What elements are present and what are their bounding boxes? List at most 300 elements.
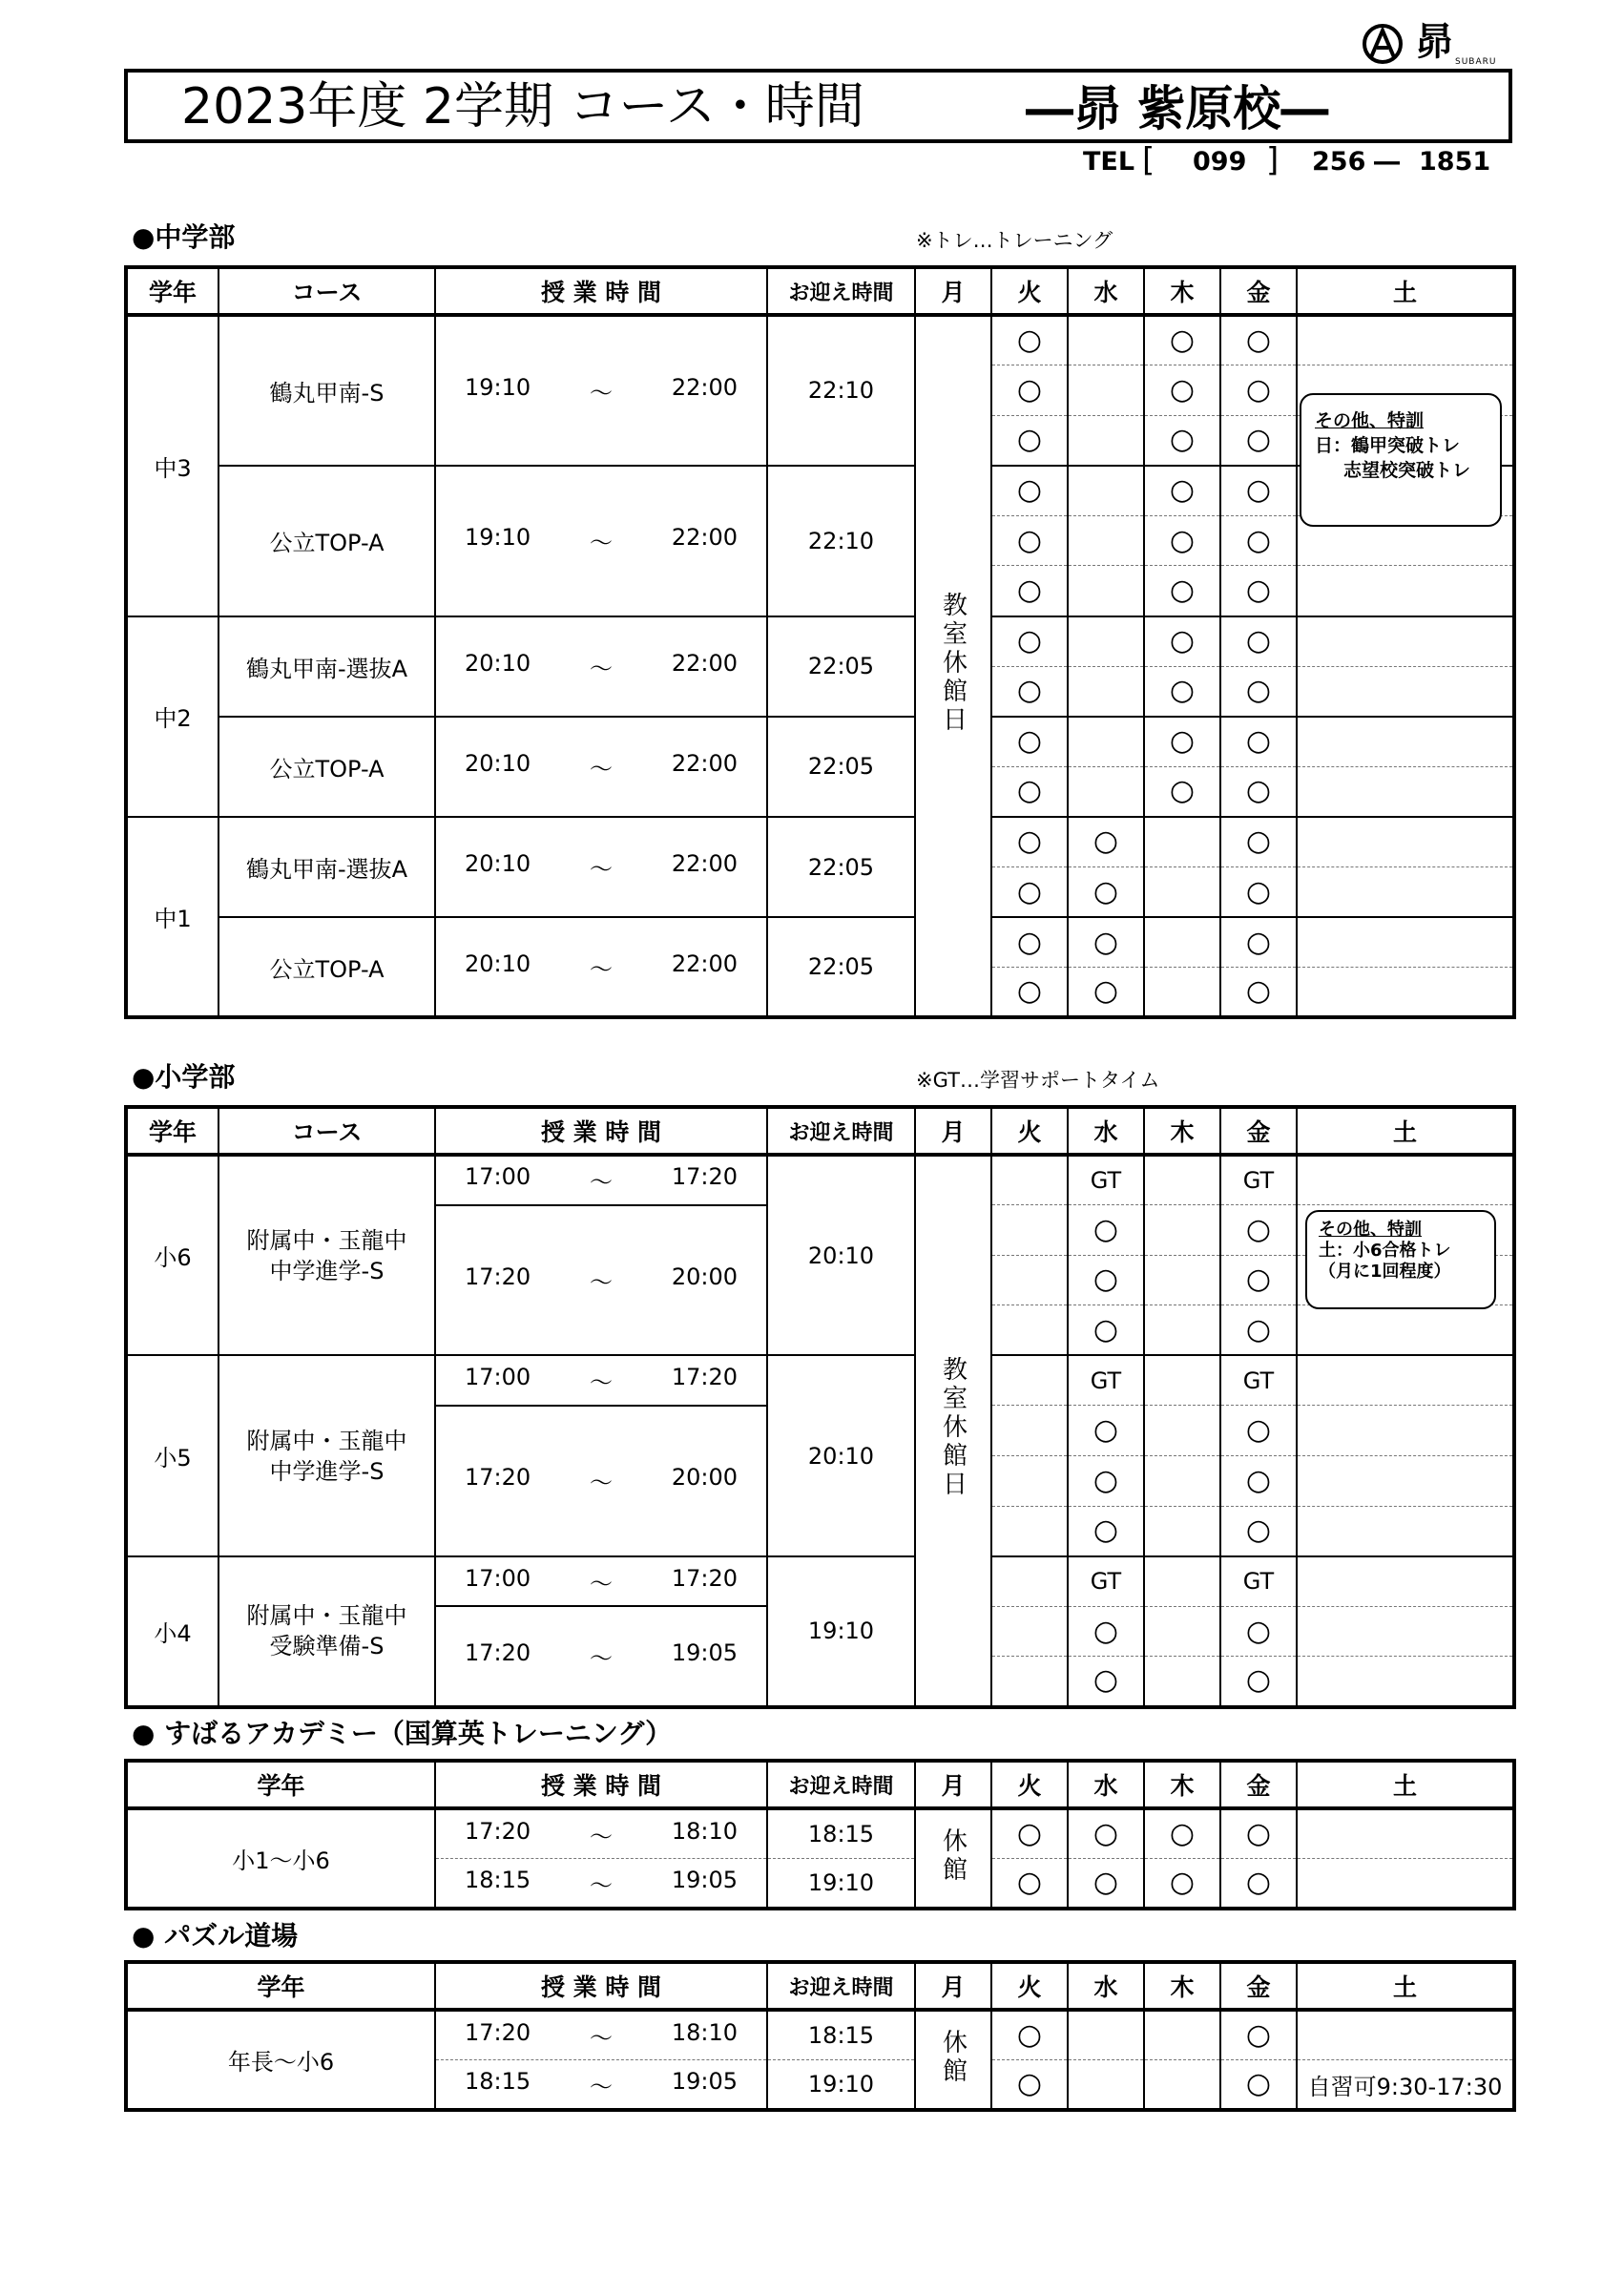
circle-mark: ○ bbox=[1245, 824, 1272, 859]
col-course: コース bbox=[218, 1107, 435, 1155]
col-fri: 金 bbox=[1220, 267, 1297, 315]
class-time-cell bbox=[435, 466, 767, 616]
day-cell-wed bbox=[1068, 1456, 1144, 1507]
day-cell-sat bbox=[1297, 1305, 1514, 1356]
time-range bbox=[436, 1639, 766, 1673]
time-range bbox=[436, 950, 766, 984]
day-cell-tue bbox=[991, 566, 1068, 616]
day-cell-thu bbox=[1144, 717, 1220, 767]
class-time-cell bbox=[435, 1406, 767, 1556]
closed-text: 休館 bbox=[938, 1826, 968, 1885]
closed-day-cell bbox=[915, 1808, 991, 1909]
course-cell: 公立TOP-A bbox=[218, 466, 435, 616]
day-cell-sat bbox=[1297, 315, 1514, 365]
grade-cell: 小6 bbox=[126, 1155, 218, 1355]
tel-dash: ― bbox=[1374, 147, 1400, 177]
end-time: 17:20 bbox=[671, 1163, 738, 1191]
grade-cell: 小1～小6 bbox=[126, 1808, 435, 1909]
day-cell-sat bbox=[1297, 616, 1514, 667]
day-cell-sat bbox=[1297, 666, 1514, 717]
circle-mark: ○ bbox=[1016, 974, 1043, 1009]
time-range bbox=[436, 374, 766, 407]
time-range bbox=[436, 1565, 766, 1598]
circle-mark: ○ bbox=[1092, 874, 1119, 908]
col-pickup: お迎え時間 bbox=[767, 1962, 915, 2010]
time-range bbox=[436, 1364, 766, 1397]
day-cell-thu bbox=[1144, 1305, 1220, 1356]
gt-mark: GT bbox=[1242, 1167, 1275, 1195]
col-mon: 月 bbox=[915, 1962, 991, 2010]
day-cell-thu bbox=[1144, 2010, 1220, 2060]
day-cell-tue bbox=[991, 1657, 1068, 1707]
day-cell-wed bbox=[1068, 415, 1144, 466]
day-cell-wed bbox=[1068, 466, 1144, 516]
day-cell-sat bbox=[1297, 717, 1514, 767]
col-thu: 木 bbox=[1144, 1962, 1220, 2010]
circle-mark: ○ bbox=[1245, 523, 1272, 557]
pickup-cell: 20:10 bbox=[767, 1355, 915, 1555]
end-time: 22:00 bbox=[671, 524, 738, 552]
end-time: 22:00 bbox=[671, 850, 738, 878]
grade-cell: 中1 bbox=[126, 817, 218, 1017]
circle-mark: ○ bbox=[1245, 1866, 1272, 1900]
elementary-callout bbox=[1305, 1210, 1496, 1309]
circle-mark: ○ bbox=[1169, 423, 1196, 457]
circle-mark: ○ bbox=[1016, 2067, 1043, 2101]
circle-mark: ○ bbox=[1092, 974, 1119, 1009]
circle-mark: ○ bbox=[1245, 974, 1272, 1009]
day-cell-thu bbox=[1144, 666, 1220, 717]
day-cell-sat bbox=[1297, 566, 1514, 616]
class-time-cell bbox=[435, 917, 767, 1017]
day-cell-wed bbox=[1068, 616, 1144, 667]
academy-table bbox=[124, 1759, 1516, 1910]
day-cell-wed bbox=[1068, 2060, 1144, 2111]
day-cell-tue bbox=[991, 666, 1068, 717]
circle-mark: ○ bbox=[1092, 1413, 1119, 1448]
end-time: 20:00 bbox=[671, 1263, 738, 1290]
elementary-title: ●小学部 bbox=[132, 1061, 236, 1093]
day-cell-tue bbox=[991, 766, 1068, 817]
middle-school-note: ※トレ…トレーニング bbox=[916, 229, 1113, 252]
circle-mark: ○ bbox=[1016, 574, 1043, 608]
circle-mark: ○ bbox=[1016, 774, 1043, 808]
circle-mark: ○ bbox=[1092, 925, 1119, 959]
tilde: ～ bbox=[590, 1470, 613, 1497]
circle-mark: ○ bbox=[1169, 624, 1196, 658]
bracket-close: ] bbox=[1266, 141, 1280, 179]
table-row bbox=[126, 315, 1514, 365]
tilde: ～ bbox=[590, 955, 613, 983]
circle-mark: ○ bbox=[1245, 1212, 1272, 1246]
closed-day-cell bbox=[915, 1155, 991, 1707]
day-cell-fri bbox=[1220, 766, 1297, 817]
circle-mark: ○ bbox=[1169, 372, 1196, 407]
circle-mark: ○ bbox=[1169, 1817, 1196, 1851]
day-cell-wed bbox=[1068, 666, 1144, 717]
course-line: 中学進学-S bbox=[269, 1457, 385, 1485]
bracket-open: [ bbox=[1142, 141, 1155, 179]
class-time-cell bbox=[435, 1606, 767, 1706]
day-cell-sat bbox=[1297, 1808, 1514, 1859]
start-time: 17:00 bbox=[465, 1564, 531, 1592]
day-cell-thu bbox=[1144, 1556, 1220, 1607]
circle-mark: ○ bbox=[1092, 1817, 1119, 1851]
day-cell-fri bbox=[1220, 1305, 1297, 1356]
middle-school-callout bbox=[1300, 393, 1502, 527]
col-class-time: 授 業 時 間 bbox=[435, 1761, 767, 1808]
day-cell-tue bbox=[991, 1556, 1068, 1607]
day-cell-thu bbox=[1144, 917, 1220, 968]
class-time-cell bbox=[435, 1859, 767, 1910]
day-cell-wed bbox=[1068, 515, 1144, 566]
col-course: コース bbox=[218, 267, 435, 315]
day-cell-tue bbox=[991, 1456, 1068, 1507]
day-cell-thu bbox=[1144, 515, 1220, 566]
end-time: 20:00 bbox=[671, 1464, 738, 1492]
tilde: ～ bbox=[590, 1369, 613, 1397]
day-cell-wed bbox=[1068, 566, 1144, 616]
tilde: ～ bbox=[590, 1871, 613, 1899]
start-time: 18:15 bbox=[465, 1866, 531, 1893]
start-time: 18:15 bbox=[465, 2067, 531, 2095]
grade-cell: 小5 bbox=[126, 1355, 218, 1555]
end-time: 17:20 bbox=[671, 1364, 738, 1391]
day-cell-fri bbox=[1220, 1859, 1297, 1910]
day-cell-thu bbox=[1144, 315, 1220, 365]
circle-mark: ○ bbox=[1169, 523, 1196, 557]
circle-mark: ○ bbox=[1245, 372, 1272, 407]
class-time-cell bbox=[435, 2010, 767, 2060]
day-cell-tue bbox=[991, 1406, 1068, 1456]
academy-title: ● すばるアカデミー（国算英トレーニング） bbox=[132, 1718, 673, 1749]
callout-line: 土：小6合格トレ bbox=[1319, 1241, 1451, 1261]
course-cell: 鶴丸甲南-選抜A bbox=[218, 817, 435, 917]
circle-mark: ○ bbox=[1169, 1866, 1196, 1900]
callout-title: その他、特訓 bbox=[1315, 410, 1425, 431]
course-line: 附属中・玉龍中 bbox=[246, 1427, 407, 1454]
circle-mark: ○ bbox=[1092, 1263, 1119, 1297]
day-cell-wed bbox=[1068, 1255, 1144, 1305]
time-range bbox=[436, 1263, 766, 1297]
puzzle-table bbox=[124, 1960, 1516, 2112]
start-time: 17:00 bbox=[465, 1163, 531, 1191]
day-cell-thu bbox=[1144, 1506, 1220, 1556]
circle-mark: ○ bbox=[1245, 925, 1272, 959]
day-cell-wed bbox=[1068, 365, 1144, 416]
closed-text: 休館 bbox=[938, 2028, 968, 2086]
course-cell: 公立TOP-A bbox=[218, 917, 435, 1017]
tilde: ～ bbox=[590, 755, 613, 783]
circle-mark: ○ bbox=[1245, 674, 1272, 708]
circle-mark: ○ bbox=[1016, 523, 1043, 557]
class-time-cell bbox=[435, 817, 767, 917]
pickup-cell: 19:10 bbox=[767, 2060, 915, 2111]
elementary-table bbox=[124, 1105, 1516, 1709]
course-cell bbox=[218, 1355, 435, 1555]
class-time-cell bbox=[435, 1155, 767, 1205]
day-cell-fri bbox=[1220, 1355, 1297, 1406]
tel-number: 1851 bbox=[1419, 147, 1491, 177]
day-cell-tue bbox=[991, 1808, 1068, 1859]
day-cell-wed bbox=[1068, 1305, 1144, 1356]
circle-mark: ○ bbox=[1169, 574, 1196, 608]
day-cell-tue bbox=[991, 968, 1068, 1018]
circle-mark: ○ bbox=[1016, 624, 1043, 658]
day-cell-fri bbox=[1220, 415, 1297, 466]
circle-mark: ○ bbox=[1245, 1513, 1272, 1548]
day-cell-fri bbox=[1220, 466, 1297, 516]
col-wed: 水 bbox=[1068, 1962, 1144, 2010]
tilde: ～ bbox=[590, 856, 613, 884]
time-range bbox=[436, 1163, 766, 1197]
day-cell-fri bbox=[1220, 1808, 1297, 1859]
day-cell-thu bbox=[1144, 1155, 1220, 1205]
gt-mark: GT bbox=[1090, 1167, 1122, 1195]
day-cell-wed bbox=[1068, 817, 1144, 867]
end-time: 19:05 bbox=[671, 1866, 738, 1893]
start-time: 19:10 bbox=[465, 373, 531, 401]
callout-title: その他、特訓 bbox=[1319, 1220, 1422, 1240]
day-cell-wed bbox=[1068, 1205, 1144, 1256]
tilde: ～ bbox=[590, 1169, 613, 1197]
day-cell-tue bbox=[991, 1355, 1068, 1406]
day-cell-sat bbox=[1297, 1155, 1514, 1205]
closed-text: 教室休館日 bbox=[938, 592, 968, 736]
circle-mark: ○ bbox=[1016, 473, 1043, 508]
circle-mark: ○ bbox=[1016, 324, 1043, 358]
logo bbox=[1360, 19, 1531, 72]
col-wed: 水 bbox=[1068, 1107, 1144, 1155]
start-time: 17:20 bbox=[465, 1639, 531, 1666]
table-row bbox=[126, 1556, 1514, 1607]
col-wed: 水 bbox=[1068, 1761, 1144, 1808]
col-grade: 学年 bbox=[126, 1761, 435, 1808]
circle-mark: ○ bbox=[1245, 724, 1272, 759]
col-sat: 土 bbox=[1297, 267, 1514, 315]
start-time: 19:10 bbox=[465, 524, 531, 552]
closed-day-cell bbox=[915, 315, 991, 1017]
day-cell-thu bbox=[1144, 1606, 1220, 1657]
day-cell-thu bbox=[1144, 1255, 1220, 1305]
school-name: ―昴 紫原校― bbox=[1026, 81, 1329, 136]
circle-mark: ○ bbox=[1245, 423, 1272, 457]
start-time: 20:10 bbox=[465, 649, 531, 677]
circle-mark: ○ bbox=[1016, 2018, 1043, 2053]
start-time: 17:20 bbox=[465, 1817, 531, 1845]
day-cell-sat bbox=[1297, 1859, 1514, 1910]
table-row bbox=[126, 917, 1514, 968]
gt-mark: GT bbox=[1090, 1367, 1122, 1394]
course-cell bbox=[218, 1556, 435, 1707]
circle-mark: ○ bbox=[1245, 1312, 1272, 1346]
grade-cell: 中3 bbox=[126, 315, 218, 616]
day-cell-sat bbox=[1297, 867, 1514, 918]
end-time: 22:00 bbox=[671, 749, 738, 777]
col-grade: 学年 bbox=[126, 1962, 435, 2010]
day-cell-sat bbox=[1297, 1506, 1514, 1556]
circle-mark: ○ bbox=[1169, 724, 1196, 759]
day-cell-fri bbox=[1220, 365, 1297, 416]
day-cell-wed bbox=[1068, 867, 1144, 918]
start-time: 17:00 bbox=[465, 1364, 531, 1391]
end-time: 19:05 bbox=[671, 1639, 738, 1666]
grade-cell: 小4 bbox=[126, 1556, 218, 1707]
day-cell-wed bbox=[1068, 1859, 1144, 1910]
page-title: 2023年度 2学期 コース・時間 bbox=[181, 78, 864, 136]
pickup-cell: 22:10 bbox=[767, 315, 915, 466]
day-cell-wed bbox=[1068, 968, 1144, 1018]
day-cell-tue bbox=[991, 1155, 1068, 1205]
col-fri: 金 bbox=[1220, 1962, 1297, 2010]
col-class-time: 授 業 時 間 bbox=[435, 267, 767, 315]
day-cell-tue bbox=[991, 365, 1068, 416]
day-cell-thu bbox=[1144, 766, 1220, 817]
circle-mark: ○ bbox=[1016, 1866, 1043, 1900]
time-range bbox=[436, 1464, 766, 1497]
puzzle-title: ● パズル道場 bbox=[132, 1920, 299, 1952]
class-time-cell bbox=[435, 2060, 767, 2111]
circle-mark: ○ bbox=[1169, 774, 1196, 808]
day-cell-tue bbox=[991, 2060, 1068, 2111]
course-line: 受験準備-S bbox=[269, 1633, 385, 1660]
day-cell-thu bbox=[1144, 968, 1220, 1018]
circle-mark: ○ bbox=[1245, 874, 1272, 908]
tilde: ～ bbox=[590, 2024, 613, 2052]
day-cell-thu bbox=[1144, 1406, 1220, 1456]
circle-mark: ○ bbox=[1245, 2067, 1272, 2101]
tilde: ～ bbox=[590, 655, 613, 682]
time-range bbox=[436, 750, 766, 783]
col-tue: 火 bbox=[991, 1761, 1068, 1808]
start-time: 17:20 bbox=[465, 1263, 531, 1290]
circle-mark: ○ bbox=[1016, 1817, 1043, 1851]
circle-mark: ○ bbox=[1245, 624, 1272, 658]
circle-mark: ○ bbox=[1245, 774, 1272, 808]
grade-cell: 年長～小6 bbox=[126, 2010, 435, 2110]
pickup-cell: 22:05 bbox=[767, 717, 915, 817]
day-cell-sat bbox=[1297, 766, 1514, 817]
tilde: ～ bbox=[590, 1644, 613, 1672]
class-time-cell bbox=[435, 1355, 767, 1406]
table-row bbox=[126, 717, 1514, 767]
class-time-cell bbox=[435, 1556, 767, 1607]
tel-exchange: 256 bbox=[1312, 147, 1366, 177]
col-thu: 木 bbox=[1144, 1107, 1220, 1155]
day-cell-tue bbox=[991, 1305, 1068, 1356]
day-cell-tue bbox=[991, 1205, 1068, 1256]
day-cell-thu bbox=[1144, 365, 1220, 416]
day-cell-fri bbox=[1220, 968, 1297, 1018]
col-tue: 火 bbox=[991, 1962, 1068, 2010]
circle-mark: ○ bbox=[1245, 1663, 1272, 1698]
day-cell-fri bbox=[1220, 515, 1297, 566]
day-cell-fri bbox=[1220, 1406, 1297, 1456]
col-grade: 学年 bbox=[126, 1107, 218, 1155]
pickup-cell: 22:10 bbox=[767, 466, 915, 616]
circle-mark: ○ bbox=[1169, 324, 1196, 358]
closed-day-cell bbox=[915, 2010, 991, 2110]
pickup-cell: 22:05 bbox=[767, 817, 915, 917]
circle-mark: ○ bbox=[1016, 674, 1043, 708]
circle-mark: ○ bbox=[1016, 423, 1043, 457]
day-cell-fri bbox=[1220, 566, 1297, 616]
day-cell-sat bbox=[1297, 917, 1514, 968]
end-time: 22:00 bbox=[671, 373, 738, 401]
circle-mark: ○ bbox=[1092, 1866, 1119, 1900]
time-range bbox=[436, 1867, 766, 1900]
class-time-cell bbox=[435, 616, 767, 717]
end-time: 17:20 bbox=[671, 1564, 738, 1592]
day-cell-wed bbox=[1068, 917, 1144, 968]
day-cell-tue bbox=[991, 466, 1068, 516]
course-cell: 公立TOP-A bbox=[218, 717, 435, 817]
tilde: ～ bbox=[590, 1570, 613, 1597]
day-cell-wed bbox=[1068, 1808, 1144, 1859]
circle-mark: ○ bbox=[1245, 324, 1272, 358]
pickup-cell: 19:10 bbox=[767, 1556, 915, 1707]
course-line: 附属中・玉龍中 bbox=[246, 1226, 407, 1254]
day-cell-tue bbox=[991, 2010, 1068, 2060]
circle-mark: ○ bbox=[1092, 1513, 1119, 1548]
course-cell bbox=[218, 1155, 435, 1355]
day-cell-fri bbox=[1220, 917, 1297, 968]
time-range bbox=[436, 2068, 766, 2101]
day-cell-thu bbox=[1144, 1355, 1220, 1406]
tilde: ～ bbox=[590, 2073, 613, 2100]
gt-mark: GT bbox=[1242, 1568, 1275, 1596]
circle-mark: ○ bbox=[1092, 1463, 1119, 1497]
circle-mark: ○ bbox=[1092, 1312, 1119, 1346]
tilde: ～ bbox=[590, 530, 613, 557]
table-row bbox=[126, 817, 1514, 867]
class-time-cell bbox=[435, 717, 767, 817]
day-cell-sat bbox=[1297, 968, 1514, 1018]
table-row bbox=[126, 616, 1514, 667]
circle-mark: ○ bbox=[1016, 372, 1043, 407]
start-time: 20:10 bbox=[465, 749, 531, 777]
circle-mark: ○ bbox=[1245, 2018, 1272, 2053]
end-time: 19:05 bbox=[671, 2067, 738, 2095]
day-cell-wed bbox=[1068, 1556, 1144, 1607]
day-cell-tue bbox=[991, 616, 1068, 667]
day-cell-thu bbox=[1144, 2060, 1220, 2111]
end-time: 22:00 bbox=[671, 649, 738, 677]
tilde: ～ bbox=[590, 1268, 613, 1296]
col-pickup: お迎え時間 bbox=[767, 1107, 915, 1155]
day-cell-thu bbox=[1144, 415, 1220, 466]
circle-mark: ○ bbox=[1016, 925, 1043, 959]
day-cell-tue bbox=[991, 515, 1068, 566]
time-range bbox=[436, 850, 766, 884]
circle-mark: ○ bbox=[1245, 574, 1272, 608]
circle-mark: ○ bbox=[1245, 473, 1272, 508]
day-cell-fri bbox=[1220, 1205, 1297, 1256]
day-cell-sat: 自習可9:30-17:30 bbox=[1297, 2060, 1514, 2111]
day-cell-fri bbox=[1220, 315, 1297, 365]
day-cell-fri bbox=[1220, 1506, 1297, 1556]
day-cell-thu bbox=[1144, 1205, 1220, 1256]
class-time-cell bbox=[435, 315, 767, 466]
col-mon: 月 bbox=[915, 1107, 991, 1155]
day-cell-sat bbox=[1297, 2010, 1514, 2060]
class-time-cell bbox=[435, 1205, 767, 1356]
col-thu: 木 bbox=[1144, 1761, 1220, 1808]
day-cell-fri bbox=[1220, 1657, 1297, 1707]
day-cell-fri bbox=[1220, 2060, 1297, 2111]
day-cell-wed bbox=[1068, 1355, 1144, 1406]
day-cell-thu bbox=[1144, 566, 1220, 616]
